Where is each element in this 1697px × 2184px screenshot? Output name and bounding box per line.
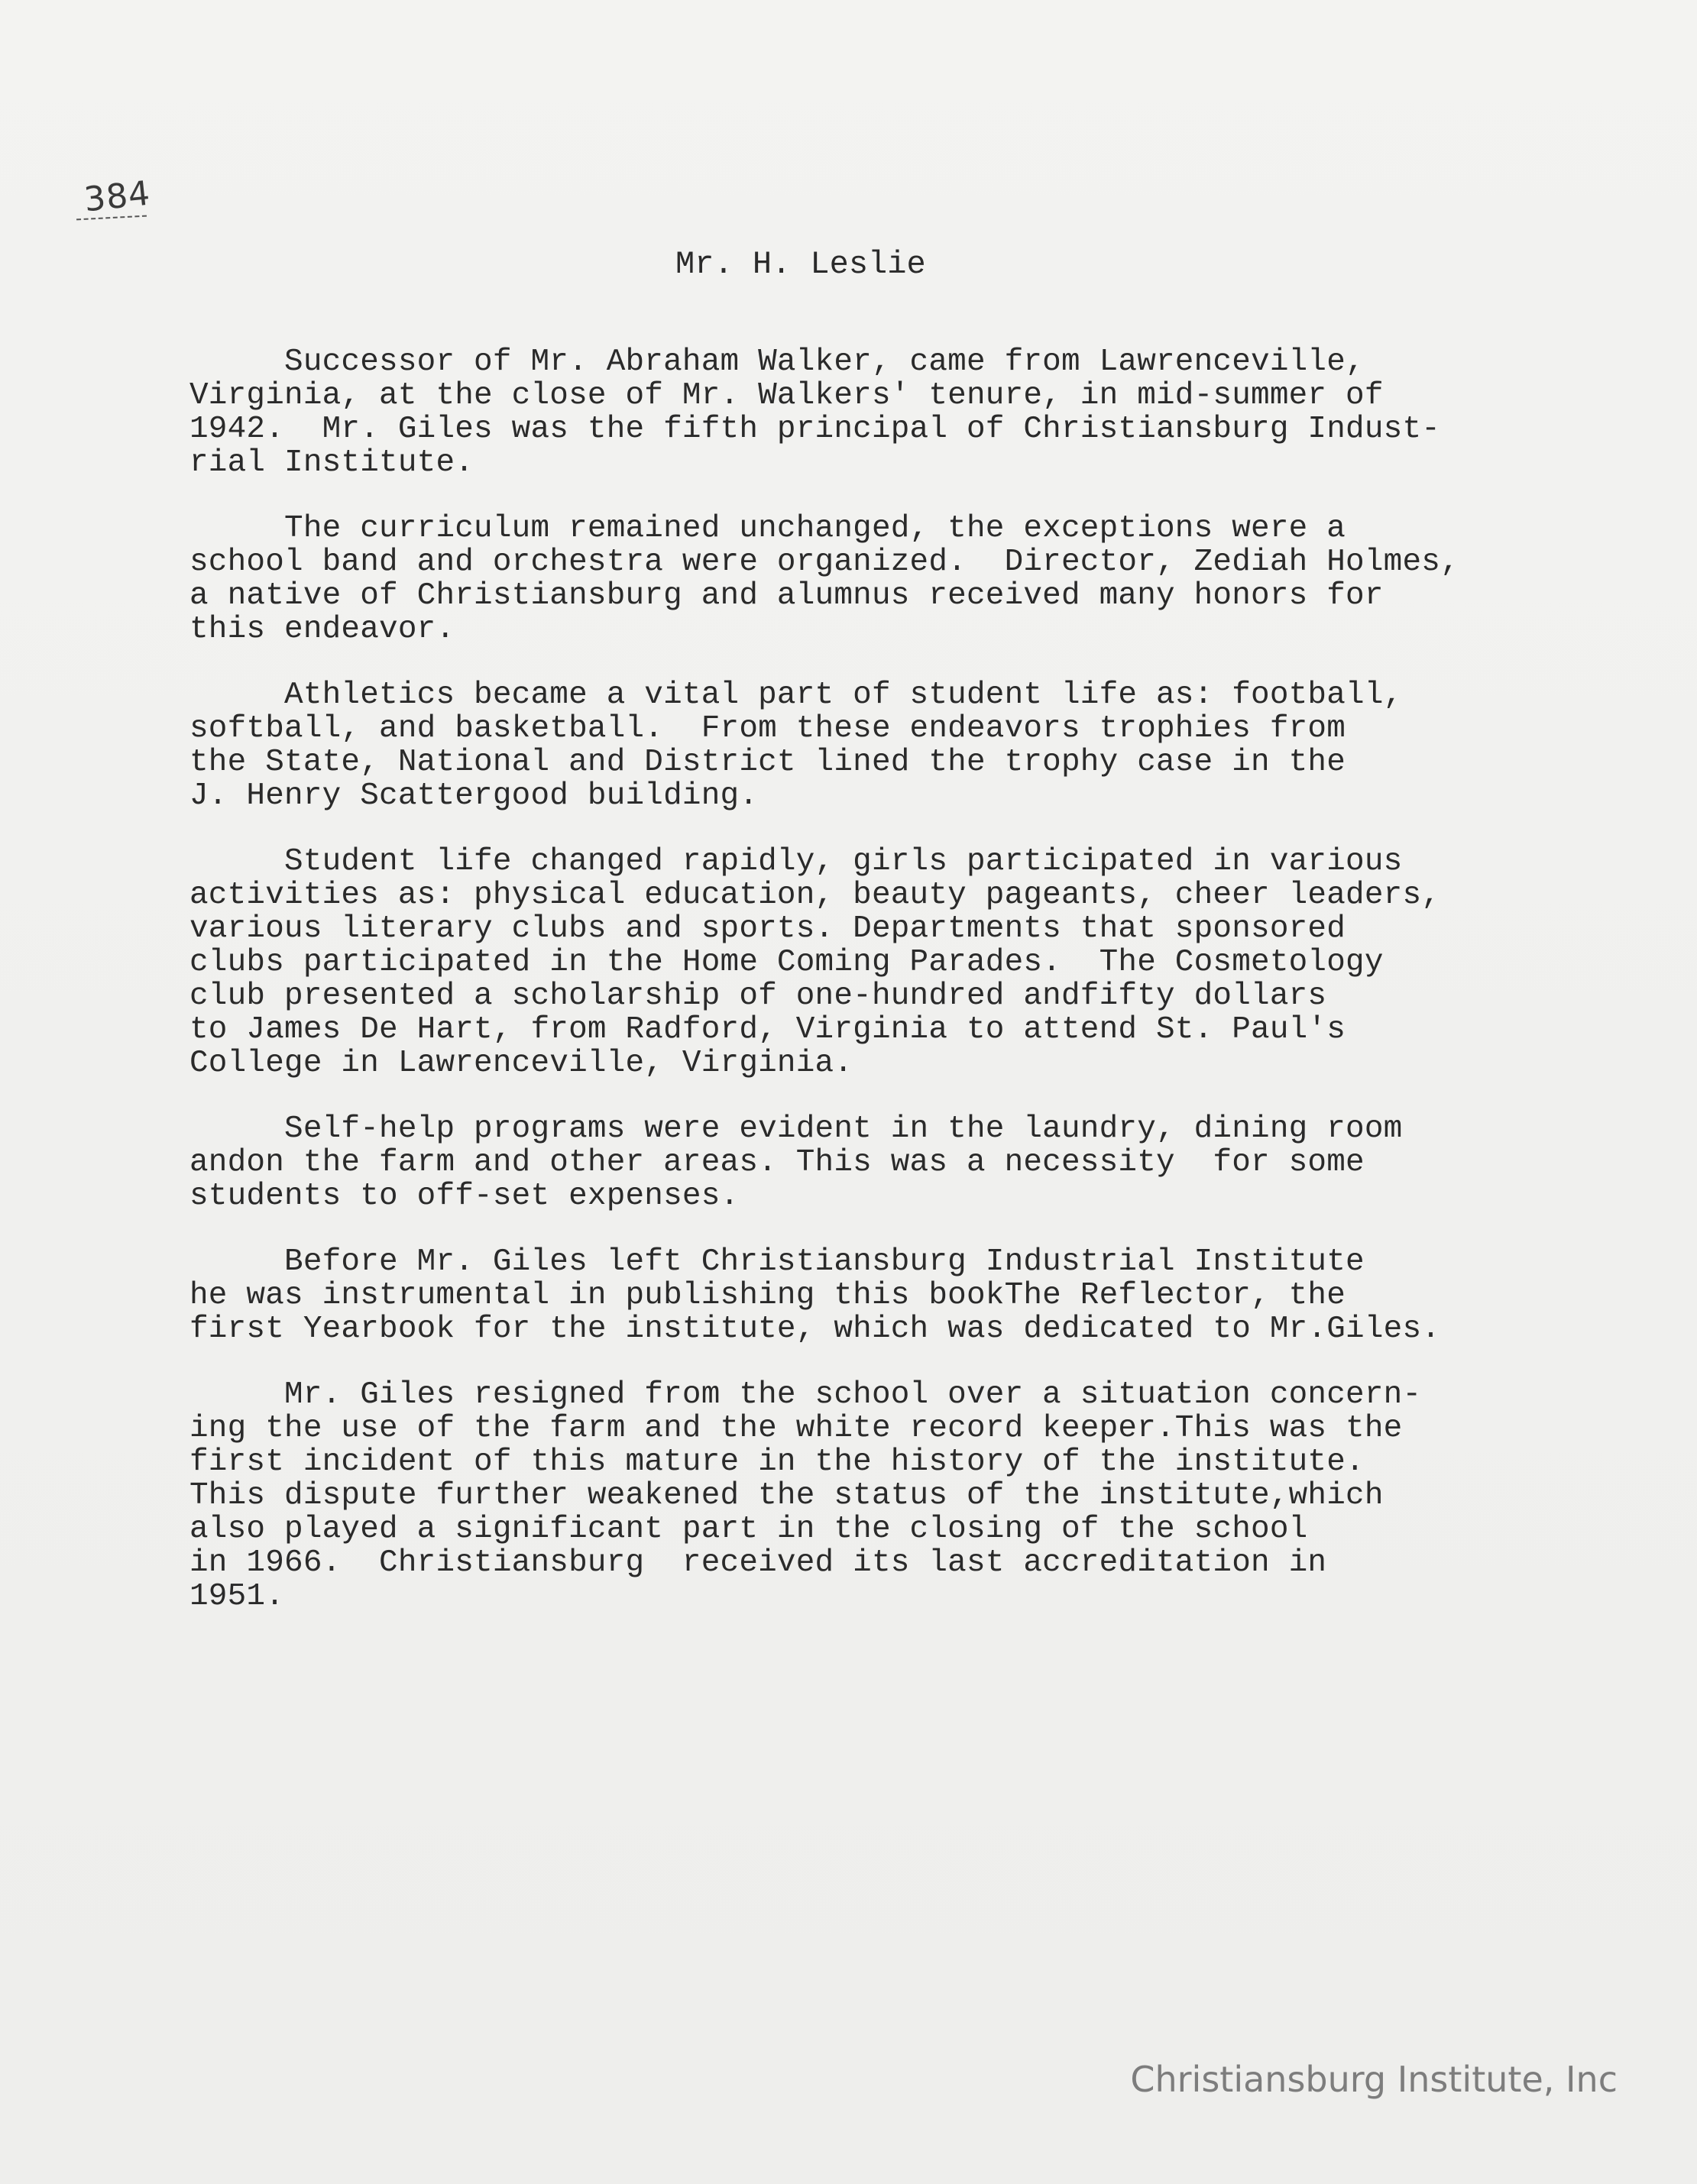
paragraph-3 bbox=[189, 678, 1565, 813]
text-line: 1951. bbox=[189, 1579, 285, 1614]
paragraph-1 bbox=[189, 345, 1565, 480]
text-line: also played a significant part in the closing of the school bbox=[189, 1512, 1308, 1547]
text-line: the State, National and District lined the trophy case in the bbox=[189, 745, 1346, 780]
text-line: The curriculum remained unchanged, the exceptions were a bbox=[189, 511, 1346, 546]
text-line: 1942. Mr. Giles was the fifth principal of Christiansburg Indust- bbox=[189, 412, 1441, 447]
text-line: rial Institute. bbox=[189, 445, 474, 480]
text-line: first Yearbook for the institute, which was dedicated to Mr.Giles. bbox=[189, 1312, 1441, 1347]
text-line: students to off-set expenses. bbox=[189, 1179, 740, 1214]
text-line: Mr. Giles resigned from the school over a situation concern- bbox=[189, 1377, 1422, 1412]
text-line: school band and orchestra were organized. Director, Zediah Holmes, bbox=[189, 545, 1459, 580]
text-line: he was instrumental in publishing this bookThe Reflector, the bbox=[189, 1278, 1346, 1313]
text-line: clubs participated in the Home Coming Parades. The Cosmetology bbox=[189, 945, 1384, 980]
paragraph-5 bbox=[189, 1112, 1565, 1213]
text-line: to James De Hart, from Radford, Virginia to attend St. Paul's bbox=[189, 1012, 1346, 1047]
text-line: this endeavor. bbox=[189, 612, 455, 647]
paragraph-4 bbox=[189, 845, 1565, 1080]
text-line: andon the farm and other areas. This was a necessity for some bbox=[189, 1145, 1365, 1180]
text-line: club presented a scholarship of one-hundred andfifty dollars bbox=[189, 979, 1327, 1014]
text-line: activities as: physical education, beauty pageants, cheer leaders, bbox=[189, 878, 1441, 913]
paragraph-7 bbox=[189, 1378, 1565, 1613]
text-line: Student life changed rapidly, girls participated in various bbox=[189, 844, 1403, 879]
text-line: Virginia, at the close of Mr. Walkers' tenure, in mid-summer of bbox=[189, 378, 1384, 413]
text-line: first incident of this mature in the history of the institute. bbox=[189, 1445, 1365, 1480]
document-body bbox=[189, 345, 1565, 1645]
text-line: ing the use of the farm and the white record keeper.This was the bbox=[189, 1411, 1403, 1446]
text-line: Successor of Mr. Abraham Walker, came from Lawrenceville, bbox=[189, 345, 1365, 380]
text-line: Before Mr. Giles left Christiansburg Industrial Institute bbox=[189, 1244, 1365, 1280]
watermark-text: Christiansburg Institute, Inc bbox=[1130, 2059, 1618, 2100]
text-line: in 1966. Christiansburg received its last accreditation in bbox=[189, 1545, 1327, 1581]
text-line: J. Henry Scattergood building. bbox=[189, 778, 759, 814]
text-line: a native of Christiansburg and alumnus received many honors for bbox=[189, 578, 1384, 613]
document-title: Mr. H. Leslie bbox=[675, 246, 926, 283]
text-line: College in Lawrenceville, Virginia. bbox=[189, 1046, 853, 1081]
paragraph-2 bbox=[189, 512, 1565, 646]
text-line: Athletics became a vital part of student life as: football, bbox=[189, 678, 1403, 713]
text-line: various literary clubs and sports. Departments that sponsored bbox=[189, 911, 1346, 946]
text-line: This dispute further weakened the status of the institute,which bbox=[189, 1478, 1384, 1513]
text-line: Self-help programs were evident in the laundry, dining room bbox=[189, 1111, 1403, 1147]
handwritten-page-number: 384 bbox=[82, 173, 153, 220]
text-line: softball, and basketball. From these endeavors trophies from bbox=[189, 711, 1346, 746]
paragraph-6 bbox=[189, 1245, 1565, 1346]
